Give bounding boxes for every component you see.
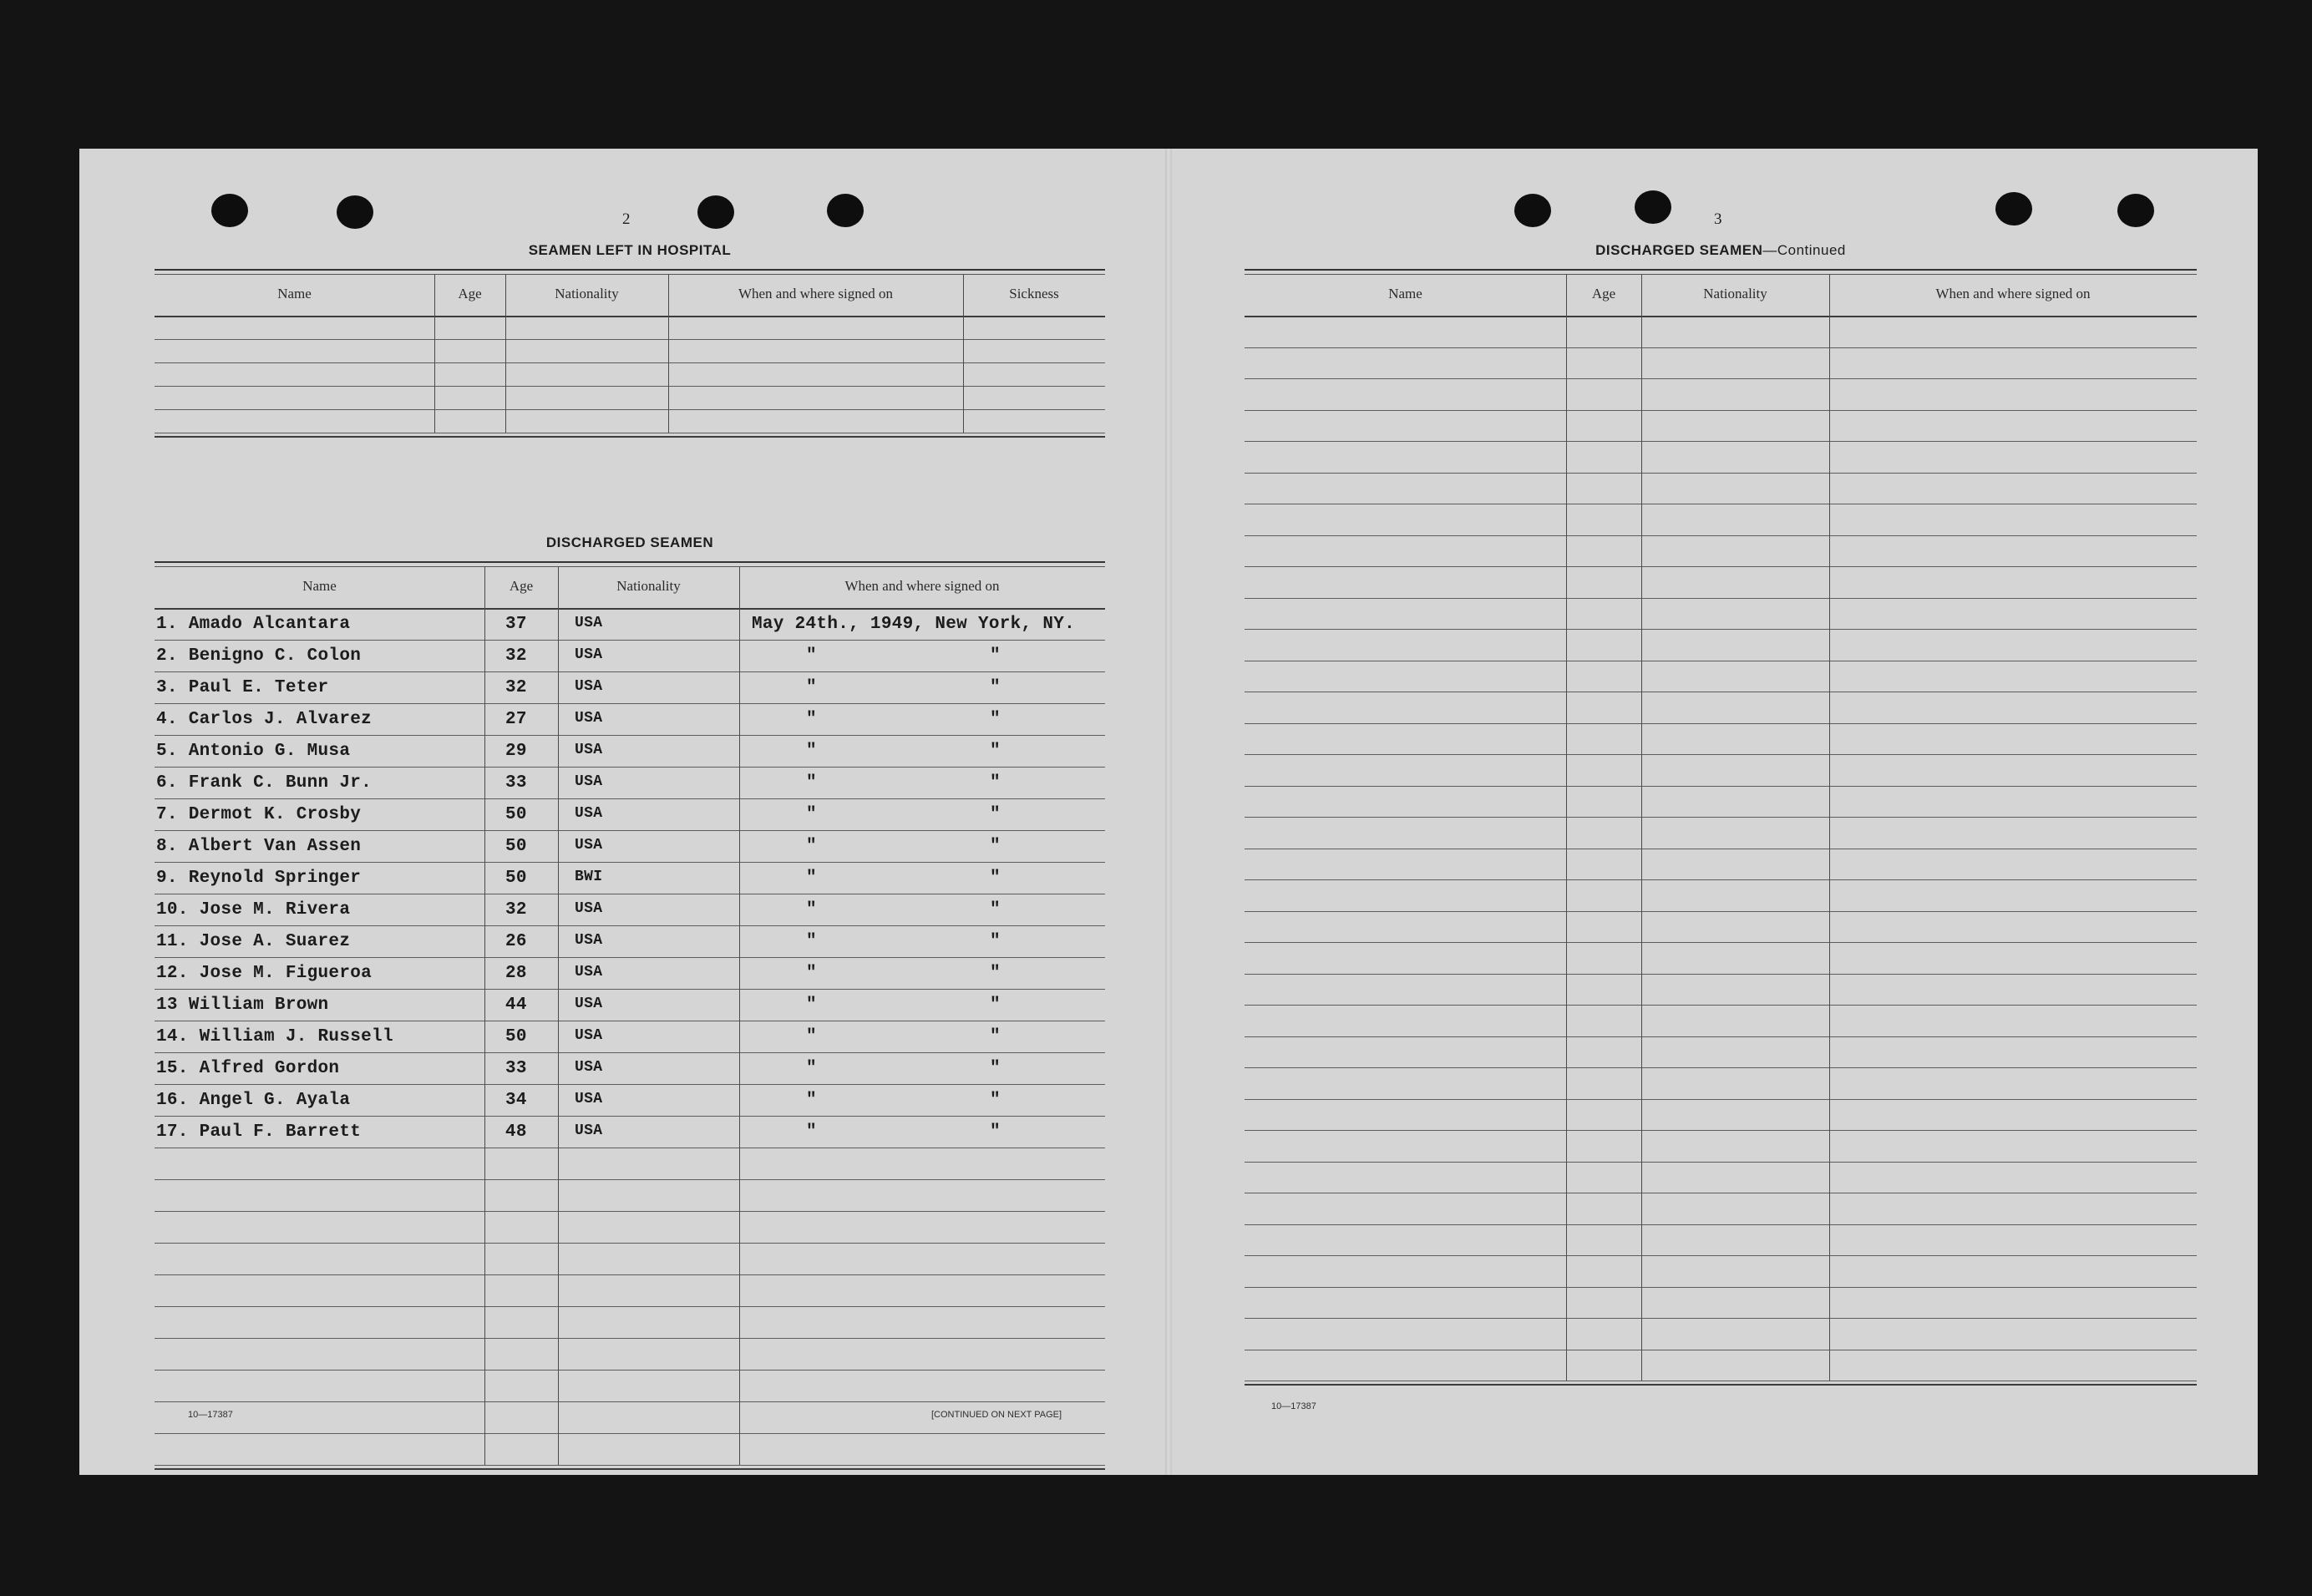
header-rule bbox=[1245, 316, 2197, 317]
column-divider bbox=[1641, 274, 1642, 1381]
column-header-name: Name bbox=[302, 578, 337, 594]
column-divider bbox=[558, 566, 559, 1465]
row-rule bbox=[1245, 347, 2197, 348]
ditto-mark: " bbox=[990, 1027, 1001, 1046]
column-divider bbox=[505, 274, 506, 433]
row-rule bbox=[155, 957, 1105, 958]
seaman-name: 4. Carlos J. Alvarez bbox=[156, 710, 373, 729]
column-divider bbox=[668, 274, 669, 433]
discharged-section-title: DISCHARGED SEAMEN bbox=[545, 535, 714, 550]
bottom-rule bbox=[155, 436, 1105, 438]
row-rule bbox=[155, 798, 1105, 799]
section-title bbox=[1245, 242, 2197, 259]
seaman-age: 37 bbox=[505, 615, 527, 634]
ditto-mark: " bbox=[990, 1059, 1001, 1078]
seaman-age: 32 bbox=[505, 678, 527, 697]
row-rule bbox=[1245, 598, 2197, 599]
section-title-continued: —Continued bbox=[1762, 242, 1846, 258]
row-rule bbox=[1245, 629, 2197, 630]
row-rule bbox=[1245, 566, 2197, 567]
row-rule bbox=[155, 1084, 1105, 1085]
seaman-nationality: USA bbox=[575, 837, 603, 854]
row-rule bbox=[155, 1401, 1105, 1402]
seaman-nationality: BWI bbox=[575, 869, 603, 885]
seaman-nationality: USA bbox=[575, 742, 603, 758]
seaman-nationality: USA bbox=[575, 1027, 603, 1044]
seaman-nationality: USA bbox=[575, 710, 603, 727]
row-rule bbox=[1245, 911, 2197, 912]
seaman-nationality: USA bbox=[575, 615, 603, 631]
double-rule bbox=[155, 561, 1105, 567]
seaman-name: 10. Jose M. Rivera bbox=[156, 900, 351, 920]
left-page bbox=[155, 149, 1105, 1475]
column-header-signed-on: When and where signed on bbox=[844, 578, 1000, 594]
column-header-age: Age bbox=[458, 286, 482, 301]
row-rule bbox=[1245, 441, 2197, 442]
row-rule bbox=[155, 735, 1105, 736]
right-page bbox=[1245, 149, 2197, 1475]
seaman-name: 11. Jose A. Suarez bbox=[156, 932, 351, 951]
ditto-mark: " bbox=[990, 805, 1001, 824]
signed-on: May 24th., 1949, New York, NY. bbox=[752, 615, 1076, 634]
seaman-nationality: USA bbox=[575, 1091, 603, 1107]
row-rule bbox=[155, 671, 1105, 672]
seaman-name: 12. Jose M. Figueroa bbox=[156, 964, 373, 983]
seaman-name: 15. Alfred Gordon bbox=[156, 1059, 340, 1078]
row-rule bbox=[1245, 786, 2197, 787]
seaman-name: 1. Amado Alcantara bbox=[156, 615, 351, 634]
ditto-mark: " bbox=[990, 869, 1001, 888]
row-rule bbox=[1245, 1130, 2197, 1131]
row-rule bbox=[155, 830, 1105, 831]
row-rule bbox=[1245, 942, 2197, 943]
row-rule bbox=[1245, 410, 2197, 411]
ditto-mark: " bbox=[990, 1091, 1001, 1110]
ditto-mark: " bbox=[990, 900, 1001, 920]
row-rule bbox=[155, 1370, 1105, 1371]
seaman-age: 29 bbox=[505, 742, 527, 761]
seaman-nationality: USA bbox=[575, 773, 603, 790]
row-rule bbox=[155, 1306, 1105, 1307]
seaman-age: 48 bbox=[505, 1122, 527, 1142]
seaman-age: 44 bbox=[505, 996, 527, 1015]
column-header-nationality: Nationality bbox=[1703, 286, 1767, 301]
row-rule bbox=[1245, 817, 2197, 818]
row-rule bbox=[1245, 1036, 2197, 1037]
row-rule bbox=[155, 1179, 1105, 1180]
column-header-nationality: Nationality bbox=[555, 286, 619, 301]
page-fold bbox=[1165, 149, 1172, 1475]
seaman-name: 13 William Brown bbox=[156, 996, 329, 1015]
seaman-age: 50 bbox=[505, 837, 527, 856]
page-number: 3 bbox=[1714, 210, 1722, 228]
seaman-name: 2. Benigno C. Colon bbox=[156, 646, 362, 666]
row-rule bbox=[1245, 1162, 2197, 1163]
seaman-nationality: USA bbox=[575, 1122, 603, 1139]
row-rule bbox=[155, 862, 1105, 863]
seaman-nationality: USA bbox=[575, 805, 603, 822]
seaman-age: 28 bbox=[505, 964, 527, 983]
ditto-mark: " bbox=[990, 678, 1001, 697]
seaman-age: 34 bbox=[505, 1091, 527, 1110]
row-rule bbox=[1245, 1224, 2197, 1225]
seaman-age: 33 bbox=[505, 1059, 527, 1078]
ditto-mark: " bbox=[806, 742, 817, 761]
ditto-mark: " bbox=[806, 932, 817, 951]
seaman-age: 50 bbox=[505, 1027, 527, 1046]
seaman-name: 14. William J. Russell bbox=[156, 1027, 393, 1046]
column-header-signed-on: When and where signed on bbox=[1935, 286, 2091, 301]
ditto-mark: " bbox=[806, 964, 817, 983]
seaman-name: 7. Dermot K. Crosby bbox=[156, 805, 362, 824]
ditto-mark: " bbox=[806, 1122, 817, 1142]
seaman-age: 50 bbox=[505, 869, 527, 888]
column-divider bbox=[434, 274, 435, 433]
ditto-mark: " bbox=[806, 900, 817, 920]
row-rule bbox=[1245, 1318, 2197, 1319]
row-rule bbox=[1245, 974, 2197, 975]
column-header-age: Age bbox=[509, 578, 534, 594]
seaman-name: 9. Reynold Springer bbox=[156, 869, 362, 888]
row-rule bbox=[1245, 535, 2197, 536]
row-rule bbox=[1245, 473, 2197, 474]
ditto-mark: " bbox=[990, 932, 1001, 951]
row-rule bbox=[155, 703, 1105, 704]
column-header-age: Age bbox=[1591, 286, 1616, 301]
seaman-age: 32 bbox=[505, 646, 527, 666]
row-rule bbox=[1245, 1005, 2197, 1006]
seaman-name: 8. Albert Van Assen bbox=[156, 837, 362, 856]
row-rule bbox=[155, 767, 1105, 768]
header-rule bbox=[155, 608, 1105, 610]
form-number: 10—17387 bbox=[1271, 1401, 1316, 1411]
ditto-mark: " bbox=[806, 710, 817, 729]
row-rule bbox=[1245, 1067, 2197, 1068]
ditto-mark: " bbox=[990, 742, 1001, 761]
row-rule bbox=[1245, 378, 2197, 379]
seaman-nationality: USA bbox=[575, 646, 603, 663]
ditto-mark: " bbox=[990, 1122, 1001, 1142]
ditto-mark: " bbox=[806, 805, 817, 824]
column-divider bbox=[963, 274, 964, 433]
column-divider bbox=[484, 566, 485, 1465]
seaman-name: 6. Frank C. Bunn Jr. bbox=[156, 773, 373, 793]
column-header-signed-on: When and where signed on bbox=[738, 286, 894, 301]
ditto-mark: " bbox=[806, 1027, 817, 1046]
row-rule bbox=[155, 1338, 1105, 1339]
row-rule bbox=[1245, 1255, 2197, 1256]
hospital-section-title: SEAMEN LEFT IN HOSPITAL bbox=[528, 242, 732, 258]
ditto-mark: " bbox=[806, 1059, 817, 1078]
ditto-mark: " bbox=[806, 646, 817, 666]
row-rule bbox=[1245, 723, 2197, 724]
column-header-nationality: Nationality bbox=[616, 578, 681, 594]
seaman-age: 27 bbox=[505, 710, 527, 729]
column-divider bbox=[1566, 274, 1567, 1381]
column-header-name: Name bbox=[1388, 286, 1422, 301]
bottom-rule bbox=[155, 1468, 1105, 1470]
row-rule bbox=[155, 1116, 1105, 1117]
seaman-nationality: USA bbox=[575, 932, 603, 949]
form-number: 10—17387 bbox=[188, 1410, 233, 1420]
row-rule bbox=[155, 1052, 1105, 1053]
document-sheet bbox=[79, 149, 2258, 1475]
seaman-nationality: USA bbox=[575, 678, 603, 695]
seaman-nationality: USA bbox=[575, 996, 603, 1012]
ditto-mark: " bbox=[806, 837, 817, 856]
ditto-mark: " bbox=[990, 646, 1001, 666]
ditto-mark: " bbox=[990, 710, 1001, 729]
column-divider bbox=[1829, 274, 1830, 1381]
seaman-name: 3. Paul E. Teter bbox=[156, 678, 329, 697]
seaman-age: 32 bbox=[505, 900, 527, 920]
row-rule bbox=[1245, 879, 2197, 880]
row-rule bbox=[155, 989, 1105, 990]
double-rule bbox=[1245, 269, 2197, 275]
row-rule bbox=[1245, 754, 2197, 755]
row-rule bbox=[1245, 1099, 2197, 1100]
ditto-mark: " bbox=[806, 869, 817, 888]
ditto-mark: " bbox=[990, 964, 1001, 983]
row-rule bbox=[155, 1465, 1105, 1466]
ditto-mark: " bbox=[806, 996, 817, 1015]
row-rule bbox=[1245, 1287, 2197, 1288]
ditto-mark: " bbox=[806, 773, 817, 793]
seaman-age: 33 bbox=[505, 773, 527, 793]
column-header-name: Name bbox=[277, 286, 312, 301]
row-rule bbox=[155, 640, 1105, 641]
seaman-nationality: USA bbox=[575, 964, 603, 980]
seaman-name: 5. Antonio G. Musa bbox=[156, 742, 351, 761]
seaman-nationality: USA bbox=[575, 1059, 603, 1076]
seaman-nationality: USA bbox=[575, 900, 603, 917]
seaman-age: 26 bbox=[505, 932, 527, 951]
row-rule bbox=[155, 1211, 1105, 1212]
ditto-mark: " bbox=[990, 837, 1001, 856]
row-rule bbox=[155, 1243, 1105, 1244]
ditto-mark: " bbox=[990, 996, 1001, 1015]
continued-note: [CONTINUED ON NEXT PAGE] bbox=[931, 1410, 1062, 1420]
column-divider bbox=[739, 566, 740, 1465]
page-number: 2 bbox=[622, 210, 631, 228]
row-rule bbox=[155, 1433, 1105, 1434]
seaman-age: 50 bbox=[505, 805, 527, 824]
ditto-mark: " bbox=[806, 1091, 817, 1110]
seaman-name: 17. Paul F. Barrett bbox=[156, 1122, 362, 1142]
seaman-name: 16. Angel G. Ayala bbox=[156, 1091, 351, 1110]
bottom-rule bbox=[1245, 1384, 2197, 1386]
column-header-sickness: Sickness bbox=[1009, 286, 1059, 301]
row-rule bbox=[155, 925, 1105, 926]
ditto-mark: " bbox=[990, 773, 1001, 793]
row-rule bbox=[155, 1274, 1105, 1275]
ditto-mark: " bbox=[806, 678, 817, 697]
section-title-main: DISCHARGED SEAMEN bbox=[1595, 242, 1763, 258]
